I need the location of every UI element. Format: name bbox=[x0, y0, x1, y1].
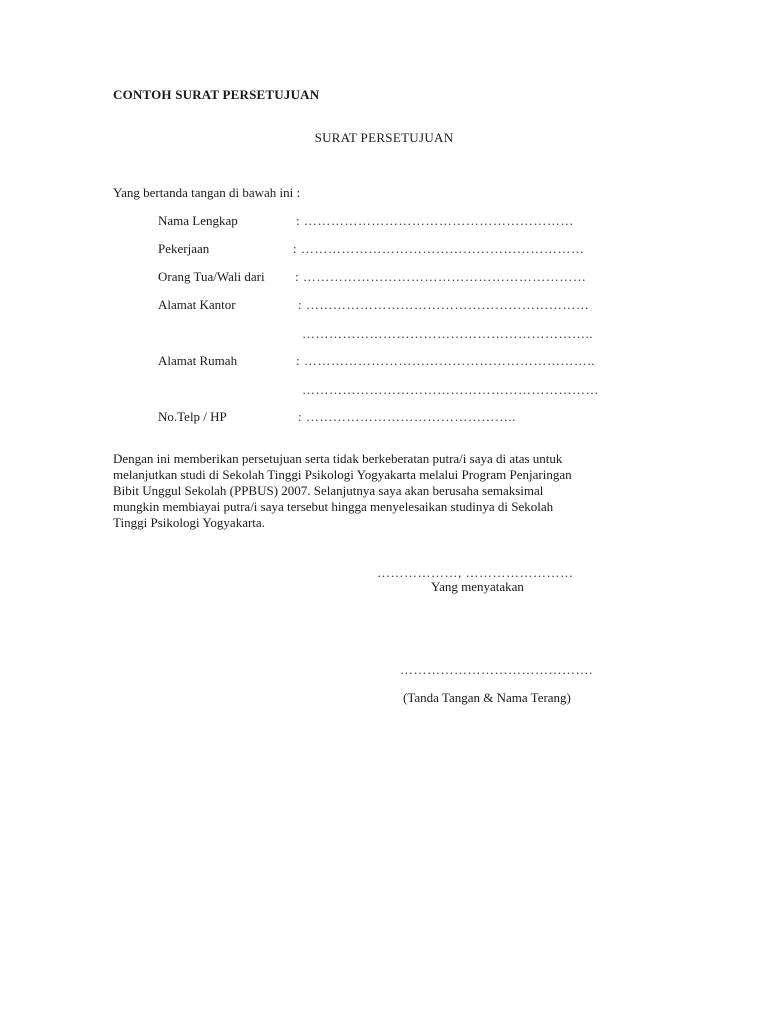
field-label-pekerjaan: Pekerjaan bbox=[158, 241, 210, 256]
document-title: SURAT PERSETUJUAN bbox=[314, 130, 454, 145]
field-label-nama-lengkap: Nama Lengkap bbox=[158, 213, 238, 228]
field-label-alamat-rumah: Alamat Rumah bbox=[158, 353, 238, 368]
statement-text: Yang menyatakan bbox=[431, 579, 524, 594]
field-value-pekerjaan: : ……………………………………………………… bbox=[293, 241, 585, 256]
field-value-no-telp-hp: : ……………………………………….. bbox=[298, 409, 516, 424]
field-value-alamat-rumah-continued: ………………………………………………………… bbox=[302, 382, 599, 397]
document-heading: CONTOH SURAT PERSETUJUAN bbox=[113, 87, 320, 102]
field-value-alamat-rumah: : ……………………………………………………….. bbox=[296, 353, 595, 368]
signature-line: ……………………………………. bbox=[400, 662, 593, 677]
field-value-alamat-kantor-continued: ……………………………………………………….. bbox=[302, 326, 593, 341]
consent-paragraph: Dengan ini memberikan persetujuan serta tidak berkeberatan putra/i saya di atas untuk melanjutkan studi di Sekolah Tinggi Psikologi Yogyakarta melalui Program Penjaringan Bibit Unggul Sekolah (PPBUS) 2007. Selanjutnya saya akan berusaha semaksimal mungkin membiayai putra/i saya tersebut hingga menyelesaikan studinya di Sekolah Tinggi Psikologi Yogyakarta. bbox=[113, 451, 572, 530]
field-label-alamat-kantor: Alamat Kantor bbox=[158, 297, 236, 312]
field-label-no-telp-hp: No.Telp / HP bbox=[158, 409, 227, 424]
field-label-orang-tua-wali: Orang Tua/Wali dari bbox=[158, 269, 265, 284]
field-value-alamat-kantor: : ……………………………………………………… bbox=[298, 297, 590, 312]
field-value-orang-tua-wali: : ……………………………………………………… bbox=[295, 269, 587, 284]
field-value-nama-lengkap: : …………………………………………………… bbox=[296, 213, 574, 228]
intro-text: Yang bertanda tangan di bawah ini : bbox=[113, 185, 301, 200]
signature-caption: (Tanda Tangan & Nama Terang) bbox=[403, 690, 571, 705]
place-date-line: ………………, …………………… bbox=[377, 565, 574, 580]
